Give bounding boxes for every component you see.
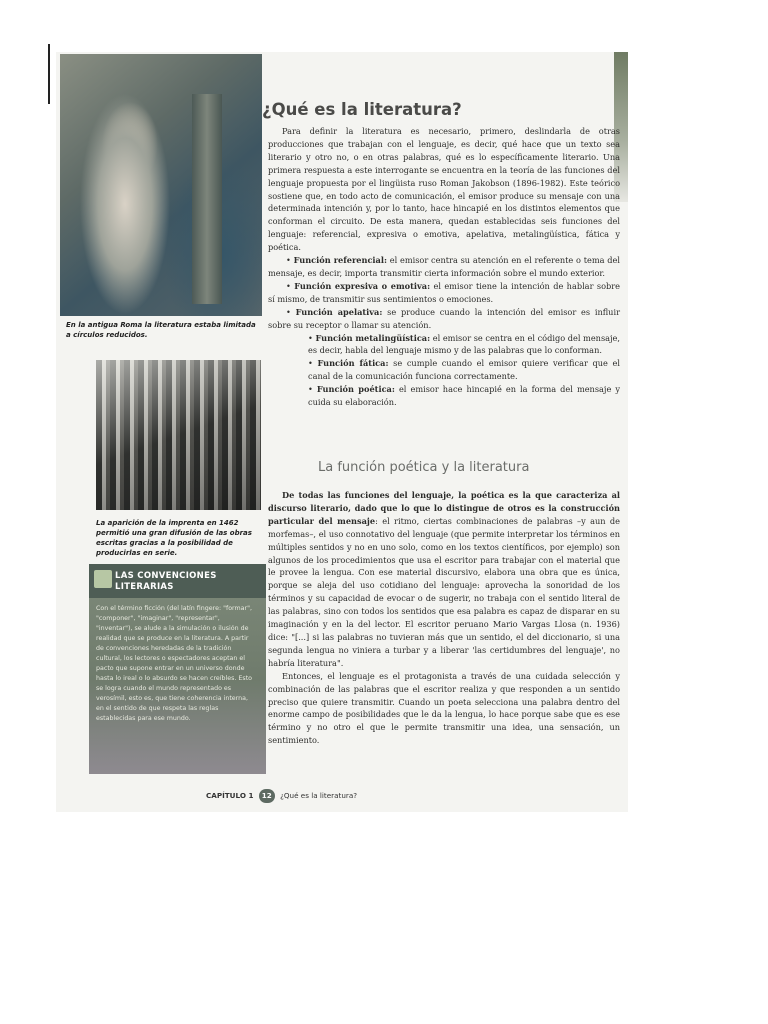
lead-paragraph (268, 489, 620, 670)
sidebar-title: LAS CONVENCIONES LITERARIAS (115, 571, 217, 592)
function-appellative: • Función apelativa: se produce cuando la intención del emisor es influir sobre su receptor o llamar su atención. (268, 306, 620, 330)
function-term: Función apelativa: (295, 306, 383, 317)
printing-press-engraving (96, 360, 261, 510)
rome-caption: En la antigua Roma la literatura estaba limitada a círculos reducidos. (66, 321, 256, 339)
sidebar-header (89, 564, 266, 598)
roman-scene-photo (60, 54, 262, 316)
page-number: 12 (259, 789, 275, 803)
section-subtitle: La función poética y la literatura (318, 460, 530, 475)
function-metalinguistic: • Función metalingüística: el emisor se centra en el código del mensaje, es decir, habla del lenguaje mismo y de las palabras que lo conforman. (308, 332, 621, 356)
function-expressive: • Función expresiva o emotiva: el emisor tiene la intención de hablar sobre sí mismo, de transmitir sus sentimientos o emociones. (268, 280, 620, 304)
engraving-shading (96, 360, 261, 510)
book-icon (94, 570, 112, 588)
lead-bold: De todas las funciones del lenguaje, la poética es la que caracteriza al discurso literario, dado que lo que lo distingue de otros es la construcción particular del mensaje (268, 490, 620, 526)
roman-figure (80, 94, 170, 314)
function-phatic: • Función fática: se cumple cuando el emisor quiere verificar que el canal de la comunicación funciona correctamente. (308, 358, 621, 382)
function-text: el emisor se centra en el código del mensaje, es decir, habla del lenguaje mismo y de las palabras que lo conforman. (308, 332, 621, 356)
intro-section (268, 125, 620, 409)
lead-rest: : el ritmo, ciertas combinaciones de palabras –y aun de morfemas–, el uso connotativo del lenguaje (que permite interpretar los términos en múltiples sentidos y no en uno solo, como en los textos científicos, por ejemplo) son algunos de los procedimientos que usa el escritor para trabajar con el material que le provee la lengua. Con ese material discursivo, elabora una obra que es única, porque se aleja del uso cotidiano del lenguaje: aprovecha la sonoridad de los términos y su capacidad de evocar o de sugerir, no trabaja con el sentido literal de las palabras, sino con todos los sentidos que esa palabra es capaz de disparar en su imaginación y en la del lector. El escritor peruano Mario Vargas Llosa (n. 1936) dice: "[...] si las palabras no tuvieran más que un sentido, el del diccionario, si una segunda lengua no viniera a turbar y a liberar 'las certidumbres del lenguaje', no habría literatura". (268, 515, 620, 668)
function-text: el emisor hace hincapié en la forma del mensaje y cuida su elaboración. (308, 384, 620, 408)
function-text: se cumple cuando el emisor quiere verificar que el canal de la comunicación funciona correctamente. (308, 358, 621, 382)
sidebar-text: Con el término ficción (del latín fingere: "formar", "componer", "imaginar", "representar", "inventar"), se alude a la simulación o ilusión de realidad que se produce en la literatura. A partir de convenciones heredadas de la tradición cultural, los lectores o espectadores aceptan el pacto que supone entrar en un universo donde hasta lo ireal o lo absurdo se hacen creíbles. Esto se logra cuando el mundo representado es verosímil, esto es, que tiene coherencia interna, en el sentido de que respeta las reglas establecidas para ese mundo. (96, 605, 253, 722)
function-text: el emisor centra su atención en el referente o tema del mensaje, es decir, importa transmitir cierta información sobre el mundo exterior. (268, 255, 620, 278)
scan-edge (48, 44, 50, 104)
function-text: el emisor tiene la intención de hablar sobre sí mismo, de transmitir sus sentimientos o emociones. (268, 280, 620, 304)
function-referential: • Función referencial: el emisor centra su atención en el referente o tema del mensaje, es decir, importa transmitir cierta información sobre el mundo exterior. (268, 255, 620, 278)
conventions-sidebar (89, 564, 266, 774)
press-caption: La aparición de la imprenta en 1462 permitió una gran difusión de las obras escritas gracias a la posibilidad de producirlas en serie. (96, 519, 252, 557)
textbook-page (56, 52, 628, 812)
function-poetic: • Función poética: el emisor hace hincapié en la forma del mensaje y cuida su elaboración. (308, 384, 620, 408)
footer-section: ¿Qué es la literatura? (280, 791, 358, 800)
closing-paragraph: Entonces, el lenguaje es el protagonista a través de una cuidada selección y combinación de las palabras que el escritor realiza y que responden a un sentido preciso que quiere transmitir. Cuando un poeta selecciona una palabra dentro del enorme campo de posibilidades que le da la lengua, lo hace porque sabe que es ese término y no otro el que le permite transmitir una idea, una sensación, un sentimiento. (268, 670, 620, 746)
function-term: Función referencial: (293, 255, 387, 266)
function-text: se produce cuando la intención del emisor es influir sobre su receptor o llamar su atención. (268, 306, 620, 330)
function-term: Función metalingüística: (315, 332, 431, 343)
page-footer (206, 789, 357, 803)
page-title: ¿Qué es la literatura? (262, 100, 462, 119)
chapter-label: CAPÍTULO 1 (206, 791, 254, 800)
intro-paragraph: Para definir la literatura es necesario, primero, deslindarla de otras producciones que trabajan con el lenguaje, es decir, qué hace que un texto sea literario y otro no, o en otras palabras, qué es lo específicamente literario. Una primera respuesta a este interrogante se encuentra en la teoría de las funciones del lenguaje propuesta por el lingüista ruso Roman Jakobson (1896-1982). Este teórico sostiene que, en todo acto de comunicación, el emisor produce su mensaje con una determinada intención y, por lo tanto, hace hincapié en los distintos elementos que conforman el circuito. De esta manera, quedan establecidas seis funciones del lenguaje: referencial, expresiva o emotiva, apelativa, metalingüística, fática y poética. (268, 126, 620, 253)
function-term: Función poética: (316, 384, 395, 395)
poetic-section (268, 489, 620, 747)
roman-pillar (192, 94, 222, 304)
function-term: Función fática: (317, 358, 389, 369)
function-term: Función expresiva o emotiva: (294, 280, 431, 291)
